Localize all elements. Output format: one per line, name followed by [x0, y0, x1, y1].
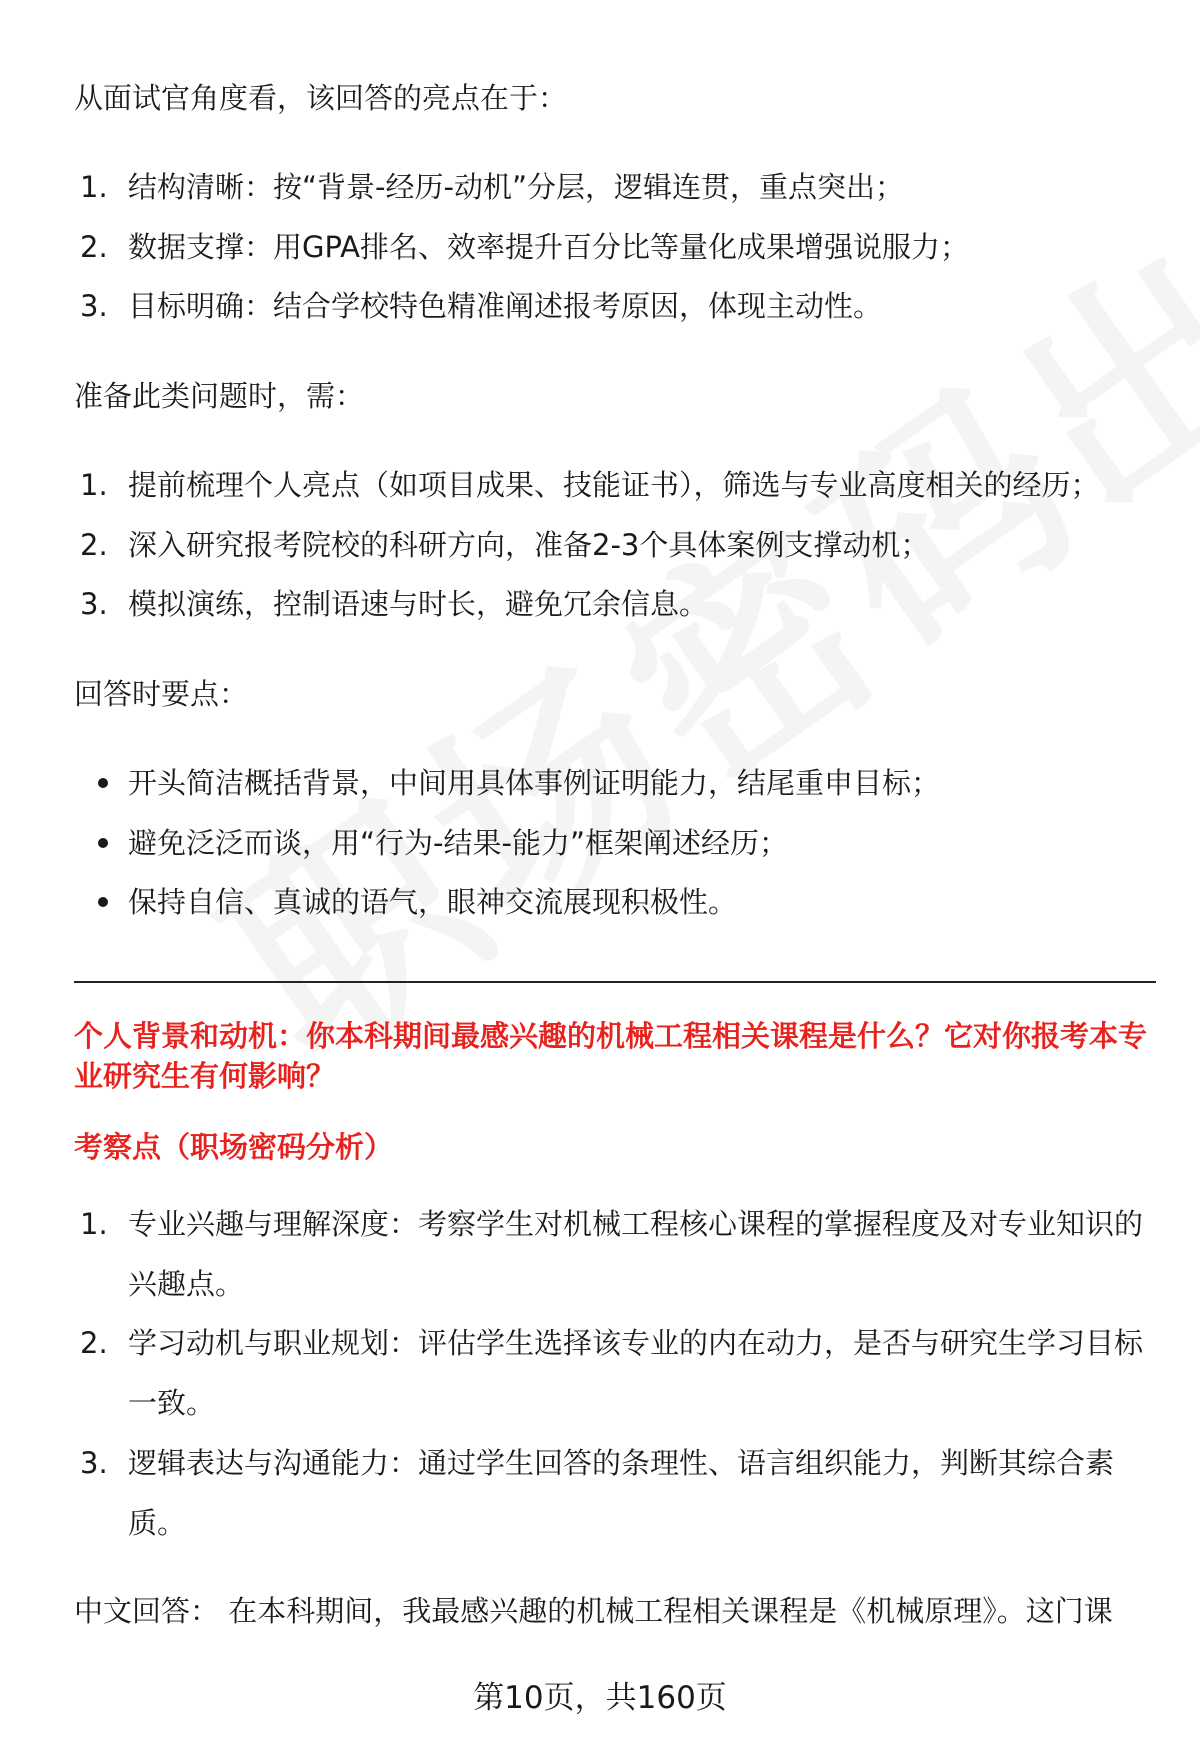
bullet-icon	[98, 897, 108, 907]
list-item-text: 目标明确：结合学校特色精准阐述报考原因，体现主动性。	[128, 289, 883, 323]
bullet-item-text: 保持自信、真诚的语气，眼神交流展现积极性。	[128, 885, 738, 919]
list-number: 3.	[80, 289, 108, 323]
list-number: 3.	[80, 587, 108, 621]
exam-points-heading: 考察点（职场密码分析）	[74, 1130, 394, 1164]
list-item	[80, 515, 1160, 575]
bullet-item-text: 避免泛泛而谈，用“行为-结果-能力”框架阐述经历；	[128, 826, 788, 860]
list-number: 3.	[80, 1446, 108, 1480]
page-number: 第10页，共160页	[473, 1680, 727, 1716]
list-item	[80, 157, 1160, 217]
points-intro: 回答时要点：	[74, 677, 249, 711]
list-item	[80, 276, 1160, 336]
list-number: 2.	[80, 1326, 108, 1360]
list-number: 2.	[80, 230, 108, 264]
list-item-text: 专业兴趣与理解深度：考察学生对机械工程核心课程的掌握程度及对专业知识的兴趣点。	[128, 1207, 1144, 1301]
bullet-item	[80, 753, 1160, 813]
list-number: 2.	[80, 528, 108, 562]
list-item	[80, 1433, 1160, 1553]
list-item	[80, 455, 1160, 515]
list-item	[80, 574, 1160, 634]
list-item	[80, 1313, 1160, 1433]
prep-intro: 准备此类问题时，需：	[74, 379, 365, 413]
list-number: 1.	[80, 468, 108, 502]
list-item-text: 逻辑表达与沟通能力：通过学生回答的条理性、语言组织能力，判断其综合素质。	[128, 1446, 1115, 1540]
answer-paragraph: 中文回答： 在本科期间，我最感兴趣的机械工程相关课程是《机械原理》。这门课	[74, 1594, 1113, 1628]
list-item-text: 结构清晰：按“背景-经历-动机”分层，逻辑连贯，重点突出；	[128, 170, 904, 204]
bullet-item	[80, 872, 1160, 932]
list-item-text: 数据支撑：用GPA排名、效率提升百分比等量化成果增强说服力；	[128, 230, 969, 264]
list-item-text: 深入研究报考院校的科研方向，准备2-3个具体案例支撑动机；	[128, 528, 930, 562]
list-number: 1.	[80, 1207, 108, 1241]
bullet-item	[80, 813, 1160, 873]
section-divider	[74, 981, 1156, 983]
list-item-text: 模拟演练，控制语速与时长，避免冗余信息。	[128, 587, 709, 621]
bullet-icon	[98, 838, 108, 848]
question-heading: 个人背景和动机：你本科期间最感兴趣的机械工程相关课程是什么？它对你报考本专业研究生有何影响？	[74, 1019, 1148, 1093]
list-item	[80, 217, 1160, 277]
list-item-text: 提前梳理个人亮点（如项目成果、技能证书），筛选与专业高度相关的经历；	[128, 468, 1100, 502]
bullet-item-text: 开头简洁概括背景，中间用具体事例证明能力，结尾重申目标；	[128, 766, 941, 800]
watermark	[156, 332, 1083, 1119]
bullet-icon	[98, 778, 108, 788]
list-number: 1.	[80, 170, 108, 204]
list-item	[80, 1194, 1160, 1314]
list-item-text: 学习动机与职业规划：评估学生选择该专业的内在动力，是否与研究生学习目标一致。	[128, 1326, 1144, 1420]
highlights-intro: 从面试官角度看，该回答的亮点在于：	[74, 81, 568, 115]
